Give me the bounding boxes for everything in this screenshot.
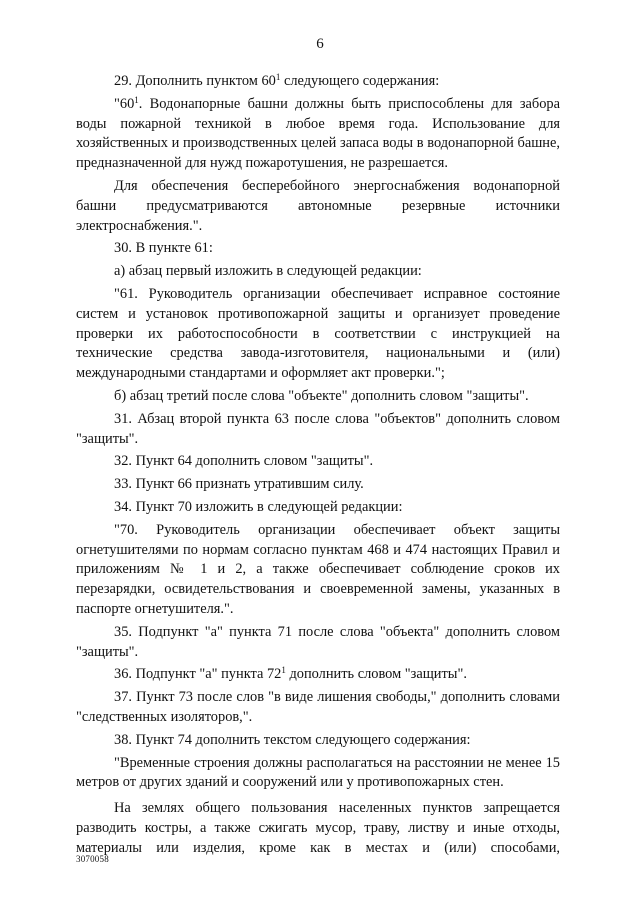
paragraph-30-a: а) абзац первый изложить в следующей редакции:	[114, 263, 422, 280]
paragraph-74-public-land: На землях общего пользования населенных пунктов запрещается разводить костры, а также сжигать мусор, траву, листву и иные отходы, материалы или изделия, кроме как в местах и (или) способами,	[76, 800, 560, 856]
paragraph-30: 30. В пункте 61:	[114, 240, 213, 257]
paragraph-32: 32. Пункт 64 дополнить словом "защиты".	[114, 453, 374, 470]
paragraph-37: 37. Пункт 73 после слов "в виде лишения свободы," дополнить словами "следственных изоляторов,".	[76, 689, 560, 725]
paragraph-74-temporary-structures: "Временные строения должны располагаться на расстоянии не менее 15 метров от других зданий и сооружений или у противопожарных стен.	[76, 754, 560, 791]
paragraph-61: "61. Руководитель организации обеспечивает исправное состояние систем и установок противопожарной защиты и организует проведение проверки их работоспособности в соответствии с инструкцией на технические средства завода-изготовителя, национальными и (или) международными стандартами и оформляет акт проверки.";	[76, 285, 560, 382]
document-body	[76, 72, 560, 861]
paragraph-31: 31. Абзац второй пункта 63 после слова "объектов" дополнить словом "защиты".	[76, 410, 560, 447]
page-number: 6	[316, 36, 324, 52]
paragraph-38: 38. Пункт 74 дополнить текстом следующего содержания:	[114, 731, 471, 748]
paragraph-60-1: "$60^1$. Водонапорные башни должны быть приспособлены для забора воды пожарной техникой в любое время года. Использование для хозяйственных и производственных целей запаса воды в водонапорной башне, предназначенной для нужд пожаротушения, не разрешается.	[76, 94, 560, 172]
paragraph-70: "70. Руководитель организации обеспечивает объект защиты огнетушителями по нормам согласно пунктам 468 и 474 настоящих Правил и приложениям № 1 и 2, а также обеспечивает соблюдение сроков их перезарядки, освидетельствования и своевременной замены, указанных в паспорте огнетушителя.".	[76, 521, 560, 617]
paragraph-29: 29. Дополнить пунктом $60^1$ следующего содержания:	[114, 72, 440, 89]
document-code: 3070058	[76, 854, 109, 864]
paragraph-60-1-power: Для обеспечения бесперебойного энергоснабжения водонапорной башни предусматриваются автономные резервные источники электроснабжения.".	[76, 177, 560, 234]
paragraph-34: 34. Пункт 70 изложить в следующей редакции:	[114, 498, 403, 515]
paragraph-36: 36. Подпункт "а" пункта $72^1$ дополнить словом "защиты".	[114, 665, 467, 683]
paragraph-33: 33. Пункт 66 признать утратившим силу.	[114, 476, 364, 493]
paragraph-35: 35. Подпункт "а" пункта 71 после слова "объекта" дополнить словом "защиты".	[76, 623, 560, 660]
paragraph-30-b: б) абзац третий после слова "объекте" дополнить словом "защиты".	[114, 387, 529, 404]
